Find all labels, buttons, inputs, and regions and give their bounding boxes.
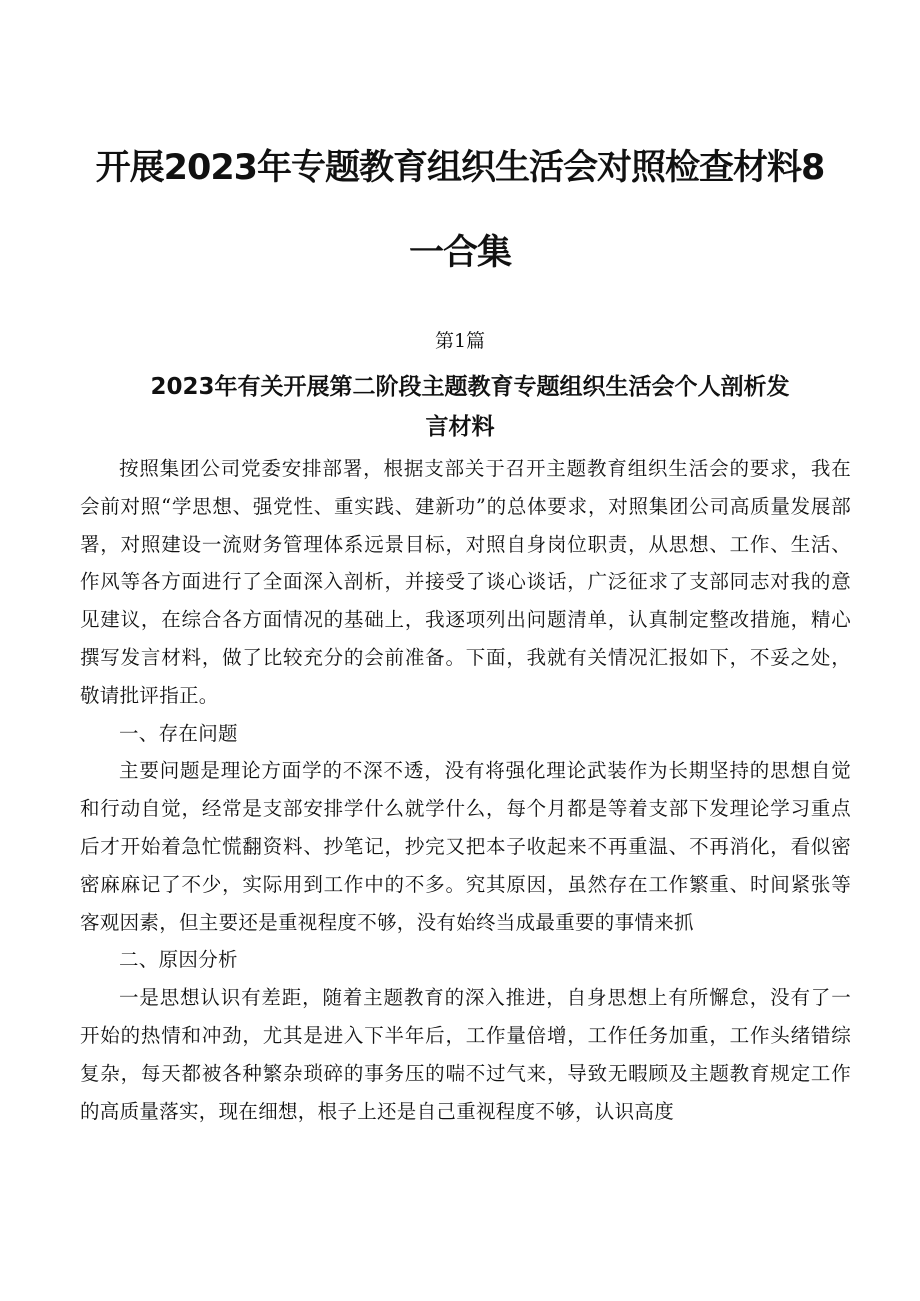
section-title-line-1: 2023年有关开展第二阶段主题教育专题组织生活会个人剖析发 [150,374,790,400]
document-title-line-2: 一合集 [408,233,511,273]
section-title-line-2: 言材料 [425,414,495,440]
section-heading-problems: 一、存在问题 [119,721,238,745]
document-title-line-1: 开展2023年专题教育组织生活会对照检查材料8 [95,148,825,188]
body-paragraph: 按照集团公司党委安排部署，根据支部关于召开主题教育组织生活会的要求，我在会前对照“学思想、强党性、重实践、建新功”的总体要求，对照集团公司高质量发展部署，对照建设一流财务管理体系远景目标，对照自身岗位职责，从思想、工作、生活、作风等各方面进行了全面深入剖析，并接受了谈心谈话，广泛征求了支部同志对我的意见建议，在综合各方面情况的基础上，我逐项列出问题清单，认真制定整改措施，精心撰写发言材料，做了比较充分的会前准备。下面，我就有关情况汇报如下，不妥之处，敬请批评指正。 [80,457,851,707]
body-paragraph: 一是思想认识有差距，随着主题教育的深入推进，自身思想上有所懈怠，没有了一开始的热情和冲劲，尤其是进入下半年后，工作量倍增，工作任务加重，工作头绪错综复杂，每天都被各种繁杂琐碎的事务压的喘不过气来，导致无暇顾及主题教育规定工作的高质量落实，现在细想，根子上还是自己重视程度不够，认识高度 [80,986,851,1123]
section-heading-cause-analysis: 二、原因分析 [119,948,238,972]
body-paragraph: 主要问题是理论方面学的不深不透，没有将强化理论武装作为长期坚持的思想自觉和行动自觉，经常是支部安排学什么就学什么，每个月都是等着支部下发理论学习重点后才开始着急忙慌翻资料、抄笔记，抄完又把本子收起来不再重温、不再消化，看似密密麻麻记了不少，实际用到工作中的不多。究其原因，虽然存在工作繁重、时间紧张等客观因素，但主要还是重视程度不够，没有始终当成最重要的事情来抓 [80,759,851,934]
section-number: 第1篇 [434,330,486,352]
document-body [80,450,851,1130]
